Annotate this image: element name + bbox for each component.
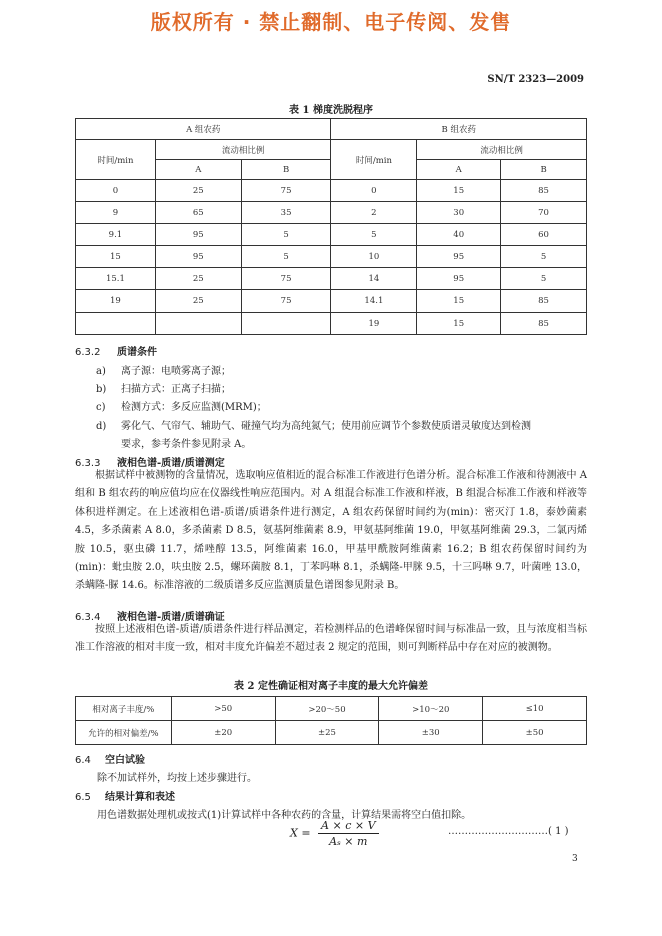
list-text: 检测方式：多反应监测(MRM)；	[121, 402, 267, 413]
table-cell: ±50	[483, 721, 587, 745]
section-number: 6.3.2	[75, 347, 101, 358]
standard-code: SN/T 2323—2009	[487, 74, 584, 85]
list-text: 雾化气、气帘气、辅助气、碰撞气均为高纯氮气；使用前应调节个参数使质谱灵敏度达到检测	[121, 421, 531, 432]
list-label: b)	[96, 384, 107, 395]
section-title: 质谱条件	[117, 347, 157, 358]
table-cell: 25	[155, 268, 241, 290]
list-item	[96, 417, 531, 432]
table-cell: 15.1	[76, 268, 156, 290]
section-6-5-text: 用色谱数据处理机或按式(1)计算试样中各种农药的含量，计算结果需将空白值扣除。	[97, 810, 472, 821]
table2-caption: 表 2 定性确证相对离子丰度的最大允许偏差	[234, 681, 428, 692]
table-row	[76, 290, 587, 313]
table-cell: 75	[241, 268, 331, 290]
table1-caption: 表 1 梯度洗脱程序	[289, 105, 373, 116]
table-cell	[76, 313, 156, 335]
col-b-header: B	[501, 160, 587, 180]
table-cell: 14.1	[331, 290, 417, 313]
section-number: 6.3.4	[75, 612, 101, 623]
table-cell	[155, 313, 241, 335]
table-row	[76, 202, 587, 224]
table-cell: 95	[417, 268, 501, 290]
table-cell: 允许的相对偏差/%	[76, 721, 172, 745]
table-cell: ±30	[379, 721, 483, 745]
section-6-5-heading	[75, 788, 175, 803]
table-cell: 15	[417, 313, 501, 335]
section-title: 液相色谱-质谱/质谱确证	[117, 612, 225, 623]
col-a-header: A	[417, 160, 501, 180]
list-item	[96, 362, 231, 377]
list-text: 要求，参考条件参见附录 A。	[121, 439, 252, 450]
table-cell: 相对离子丰度/%	[76, 697, 172, 721]
table-cell: >10～20	[379, 697, 483, 721]
list-item	[96, 398, 267, 413]
table-cell: 10	[331, 246, 417, 268]
list-text: 扫描方式：正离子扫描；	[121, 384, 231, 395]
section-6-3-2-heading	[75, 343, 157, 358]
section-6-4-heading	[75, 751, 145, 766]
table-cell: 75	[241, 180, 331, 202]
gradient-table	[75, 118, 587, 335]
table-cell: 5	[501, 246, 587, 268]
list-item	[96, 435, 251, 450]
col-a-header: A	[155, 160, 241, 180]
table-row	[76, 697, 587, 721]
table-cell: >50	[171, 697, 275, 721]
table-row	[76, 721, 587, 745]
table-cell: 35	[241, 202, 331, 224]
table-cell: 9.1	[76, 224, 156, 246]
list-label: d)	[96, 421, 107, 432]
table-cell: 5	[241, 246, 331, 268]
table-row	[76, 180, 587, 202]
page-number: 3	[572, 854, 578, 864]
table-cell: 75	[241, 290, 331, 313]
list-label: a)	[96, 366, 106, 377]
list-item	[96, 380, 231, 395]
table-row	[76, 268, 587, 290]
table-cell: 60	[501, 224, 587, 246]
flow-header-a: 流动相比例	[155, 140, 331, 160]
time-header-b: 时间/min	[331, 140, 417, 180]
flow-header-b: 流动相比例	[417, 140, 587, 160]
table-cell: 40	[417, 224, 501, 246]
formula-lhs: X =	[290, 826, 311, 840]
table-cell: ±20	[171, 721, 275, 745]
equation-number: …………………………( 1 )	[448, 826, 569, 837]
formula-1	[290, 819, 379, 848]
table-cell: ±25	[275, 721, 379, 745]
section-6-3-4-paragraph: 按照上述液相色谱-质谱/质谱条件进行样品测定，若检测样品的色谱峰保留时间与标准品一致，且与浓度相当标准工作溶液的相对丰度一致，相对丰度允许偏差不超过表 2 规定的范围，则可判断样品中存在对应的被测物。	[75, 624, 587, 654]
table-cell: 2	[331, 202, 417, 224]
section-6-3-3-paragraph: 根据试样中被测物的含量情况，选取响应值相近的混合标准工作液进行色谱分析。混合标准工作液和待测液中 A 组和 B 组农药的响应值均应在仪器线性响应范围内。对 A 组混合标准工作液和样液，B 组混合标准工作液和样液等体积进样测定。在上述液相色谱-质谱/质谱条件进行测定，A 组农药保留时间约为(min)：密灭汀 1.8，泰妙菌素 4.5，多杀菌素 A 8.0，多杀菌素 D 8.5，氨基阿维菌素 8.9，甲氨基阿维菌 19.0，甲氨基阿维菌 29.3，二氯丙烯胺 10.5，驱虫磷 11.7，烯唑醇 13.5，阿维菌素 16.0，甲基甲酰胺阿维菌素 16.2；B 组农药保留时间约为(min)：蚍虫胺 2.0，呋虫胺 2.5，螺环菌胺 8.1，丁苯吗啉 8.1，杀螨隆-甲脒 9.5，十三吗啉 9.7，叶菌唑 13.0，杀螨隆-脲 14.6。标准溶液的二级质谱多反应监测质量色谱图参见附录 B。	[75, 470, 587, 592]
table-cell: 30	[417, 202, 501, 224]
table-cell: 19	[331, 313, 417, 335]
table-cell: >20～50	[275, 697, 379, 721]
table-cell: 85	[501, 180, 587, 202]
table-cell: 5	[241, 224, 331, 246]
table-cell: 95	[417, 246, 501, 268]
section-number: 6.5	[75, 792, 91, 803]
table-cell: 14	[331, 268, 417, 290]
table-cell: 85	[501, 290, 587, 313]
table-cell: 5	[331, 224, 417, 246]
formula-numerator: A × c × V	[318, 819, 378, 834]
list-label: c)	[96, 402, 106, 413]
table-cell: 0	[331, 180, 417, 202]
table-cell: 5	[501, 268, 587, 290]
table-cell: 95	[155, 224, 241, 246]
group-b-header: B 组农药	[331, 119, 587, 140]
table-cell: 25	[155, 180, 241, 202]
section-title: 液相色谱-质谱/质谱测定	[117, 458, 225, 469]
table-cell: 15	[76, 246, 156, 268]
table-cell	[241, 313, 331, 335]
table-cell: 25	[155, 290, 241, 313]
table-cell: 19	[76, 290, 156, 313]
section-number: 6.4	[75, 755, 91, 766]
table-cell: ≤10	[483, 697, 587, 721]
col-b-header: B	[241, 160, 331, 180]
table-cell: 9	[76, 202, 156, 224]
table-row	[76, 246, 587, 268]
table-cell: 85	[501, 313, 587, 335]
table-row	[76, 313, 587, 335]
copyright-watermark: 版权所有 · 禁止翻制、电子传阅、发售	[150, 10, 512, 34]
section-6-4-text: 除不加试样外，均按上述步骤进行。	[97, 773, 257, 784]
section-title: 空白试验	[105, 755, 145, 766]
section-number: 6.3.3	[75, 458, 101, 469]
list-text: 离子源：电喷雾离子源；	[121, 366, 231, 377]
table-cell: 65	[155, 202, 241, 224]
time-header-a: 时间/min	[76, 140, 156, 180]
table-cell: 15	[417, 180, 501, 202]
ion-abundance-table	[75, 696, 587, 745]
table-cell: 0	[76, 180, 156, 202]
formula-denominator: Aₛ × m	[329, 835, 368, 848]
table-row	[76, 224, 587, 246]
formula-fraction	[318, 819, 378, 848]
table-cell: 70	[501, 202, 587, 224]
table-cell: 15	[417, 290, 501, 313]
group-a-header: A 组农药	[76, 119, 331, 140]
table-cell: 95	[155, 246, 241, 268]
section-title: 结果计算和表述	[105, 792, 175, 803]
